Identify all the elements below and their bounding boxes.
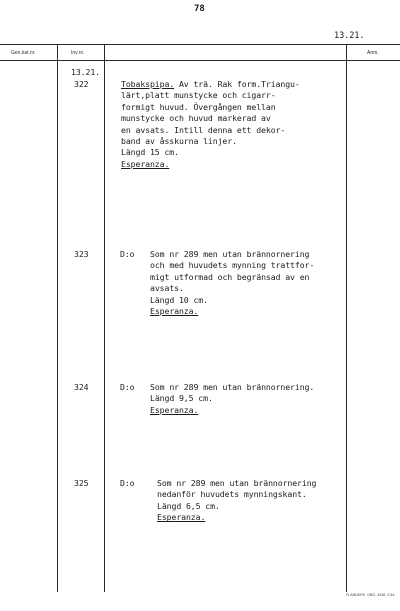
entry-line: avsats. xyxy=(150,283,184,294)
entry-line: Som nr 289 men utan brännornering xyxy=(150,249,310,259)
origin-label: Esperanza. xyxy=(150,404,199,415)
entry-line: Längd 10 cm. xyxy=(150,294,208,305)
entry-line: och med huvudets mynning trattfor- xyxy=(150,260,315,271)
entry-line: formigt huvud. Övergången mellan xyxy=(121,101,276,112)
header-gen-kat: Gen.kat.nr. xyxy=(11,50,36,56)
entry-line: munstycke och huvud markerad av xyxy=(121,113,271,124)
entry-line: Längd 6,5 cm. xyxy=(157,500,220,511)
entry-description xyxy=(150,382,314,416)
entry-line xyxy=(121,159,300,170)
header-bottom-rule xyxy=(0,60,400,61)
inventory-number: 323 xyxy=(74,249,89,259)
inventory-number: 322 xyxy=(74,79,89,89)
entry-description xyxy=(157,478,316,524)
inventory-number: 325 xyxy=(74,478,89,488)
inventory-number: 324 xyxy=(74,382,89,392)
entry-line: Tobakspipa. Av trä. Rak form.Triangu- xyxy=(121,79,300,89)
origin-label: Esperanza. xyxy=(121,158,170,169)
entry-line xyxy=(157,512,316,523)
page-number: 78 xyxy=(194,4,205,14)
printer-footer: FLANDERS. GBG. 4338. 2.54. xyxy=(346,593,396,597)
origin-label: Esperanza. xyxy=(157,512,206,523)
entry-line xyxy=(150,405,314,416)
entry-line: lärt,platt munstycke och cigarr- xyxy=(121,90,276,101)
entry-line xyxy=(150,306,314,317)
entry-line: Som nr 289 men utan brännornering. xyxy=(150,382,315,392)
group-number: 13.21. xyxy=(71,67,100,77)
object-name: Tobakspipa. xyxy=(121,79,175,89)
entry-line: Längd 15 cm. xyxy=(121,147,179,158)
entry-description xyxy=(150,249,314,317)
entry-line: migt utformad och begränsad av en xyxy=(150,271,310,282)
origin-label: Esperanza. xyxy=(150,306,199,317)
ditto-mark: D:o xyxy=(120,382,135,392)
ditto-mark: D:o xyxy=(120,249,135,259)
header-top-rule xyxy=(0,44,400,45)
entry-description xyxy=(121,79,300,170)
entry-line: en avsats. Intill denna ett dekor- xyxy=(121,124,286,135)
entry-line: band av åsskurna linjer. xyxy=(121,136,237,147)
ditto-mark: D:o xyxy=(120,478,135,488)
entry-line: Längd 9,5 cm. xyxy=(150,393,213,404)
header-inv-nr: Inv.nr. xyxy=(71,50,85,56)
column-divider-3 xyxy=(346,44,347,592)
entry-line: Som nr 289 men utan brännornering xyxy=(157,478,317,488)
section-number: 13.21. xyxy=(334,31,365,41)
entry-line: nedanför huvudets mynningskant. xyxy=(157,489,307,500)
column-divider-2 xyxy=(104,44,105,592)
column-divider-1 xyxy=(57,44,58,592)
header-anm: Anm. xyxy=(367,50,379,56)
